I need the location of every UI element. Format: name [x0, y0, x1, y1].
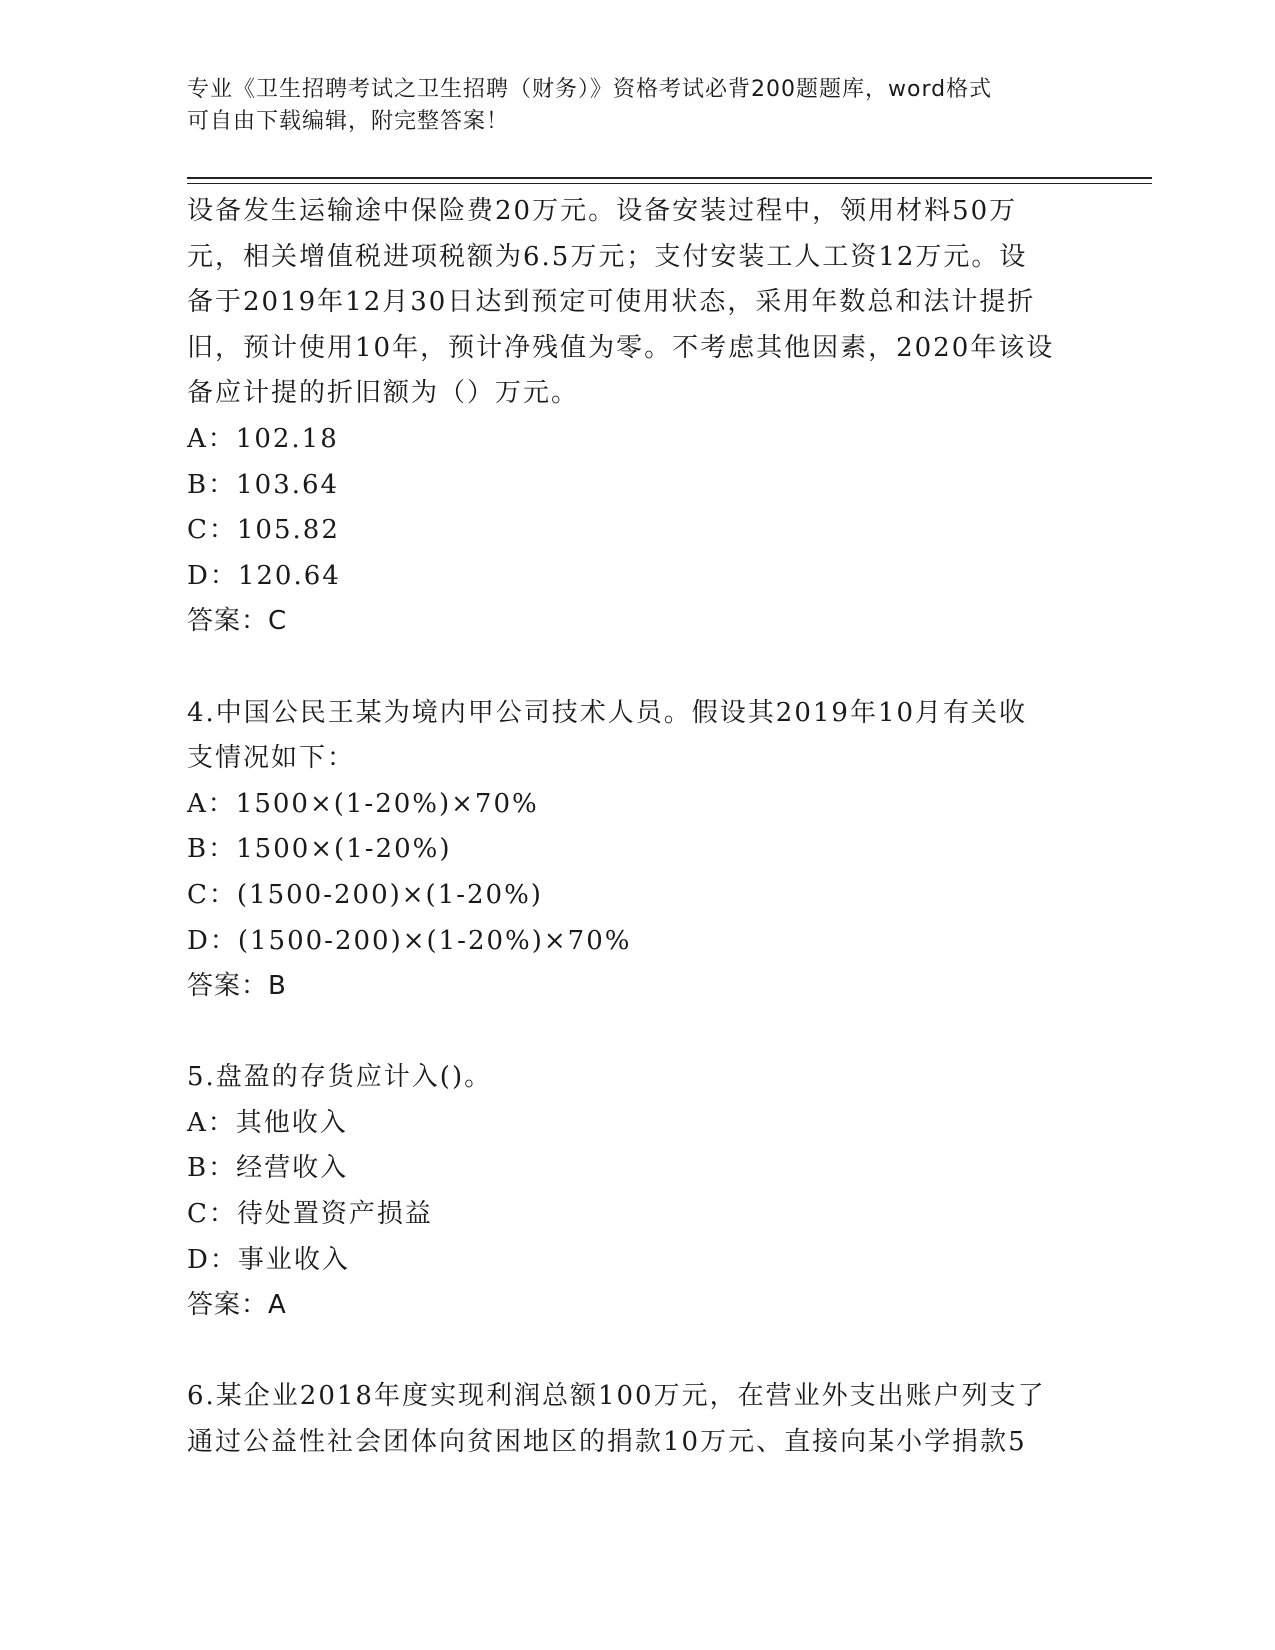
spacer: [187, 1010, 1087, 1056]
question-text-line: 6.某企业2018年度实现利润总额100万元，在营业外支出账户列支了: [187, 1381, 1046, 1412]
question-text-line: 支情况如下：: [187, 743, 356, 774]
spacer: [187, 1329, 1087, 1375]
option-c: C：(1500-200)×(1-20%): [187, 879, 543, 910]
document-header: [187, 74, 1067, 138]
option-a: A：其他收入: [187, 1107, 348, 1138]
question-content: [187, 189, 1087, 1466]
question-6: [187, 1374, 1087, 1465]
option-b: B：经营收入: [187, 1153, 349, 1184]
question-4: [187, 691, 1087, 1010]
question-text-line: 5.盘盈的存货应计入()。: [187, 1062, 493, 1093]
question-5: [187, 1055, 1087, 1329]
answer-label: 答案：C: [187, 606, 288, 637]
option-c: C：待处置资产损益: [187, 1199, 433, 1230]
option-a: A：102.18: [187, 423, 339, 454]
question-text-line: 备于2019年12月30日达到预定可使用状态，采用年数总和法计提折: [187, 287, 1036, 318]
option-d: D：(1500-200)×(1-20%)×70%: [187, 925, 632, 956]
option-c: C：105.82: [187, 515, 340, 546]
question-text-line: 旧，预计使用10年，预计净残值为零。不考虑其他因素，2020年该设: [187, 332, 1055, 363]
option-a: A：1500×(1-20%)×70%: [187, 788, 539, 819]
option-d: D：事业收入: [187, 1244, 350, 1275]
header-divider-thin: [187, 183, 1152, 184]
answer-label: 答案：B: [187, 971, 287, 1002]
question-text-line: 元，相关增值税进项税额为6.5万元；支付安装工人工资12万元。设: [187, 241, 1028, 272]
question-text-line: 备应计提的折旧额为（）万元。: [187, 378, 580, 409]
spacer: [187, 645, 1087, 691]
question-text-line: 通过公益性社会团体向贫困地区的捐款10万元、直接向某小学捐款5: [187, 1427, 1027, 1458]
option-b: B：103.64: [187, 469, 340, 500]
question-text-line: 设备发生运输途中保险费20万元。设备安装过程中，领用材料50万: [187, 196, 1018, 226]
question-3: [187, 189, 1087, 645]
header-title-line-1: 专业《卫生招聘考试之卫生招聘（财务）》资格考试必背200题题库，word格式: [187, 77, 993, 102]
answer-label: 答案：A: [187, 1290, 287, 1321]
header-divider-thick: [187, 177, 1152, 179]
option-b: B：1500×(1-20%): [187, 834, 452, 865]
option-d: D：120.64: [187, 560, 341, 591]
question-text-line: 4.中国公民王某为境内甲公司技术人员。假设其2019年10月有关收: [187, 697, 1028, 728]
header-title-line-2: 可自由下载编辑，附完整答案！: [187, 109, 510, 134]
